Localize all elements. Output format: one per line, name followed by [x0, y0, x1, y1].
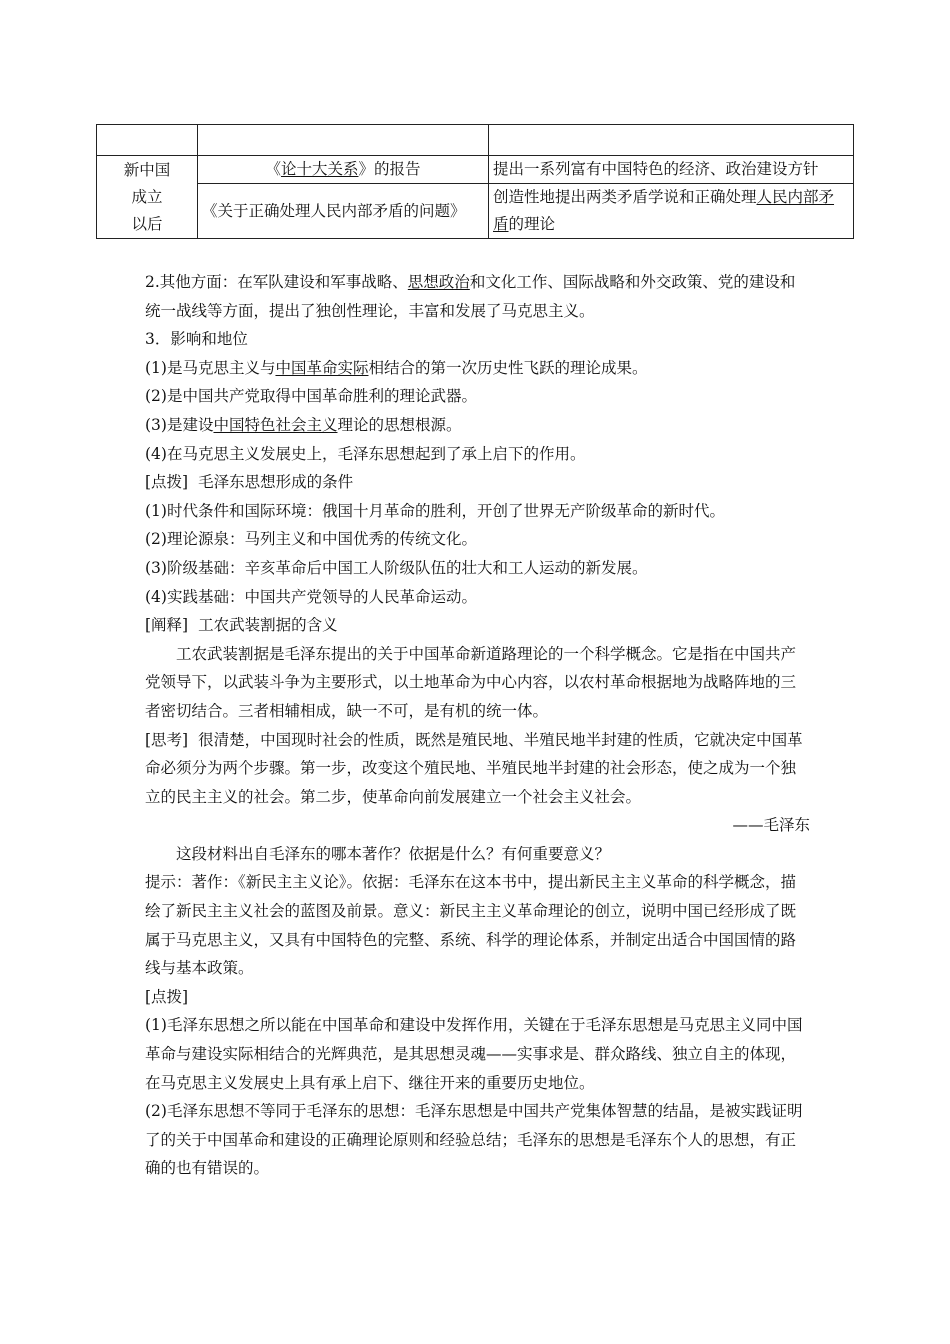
- question-text: 这段材料出自毛泽东的哪本著作？依据是什么？有何重要意义？: [176, 844, 611, 863]
- mao-works-table: [96, 124, 854, 239]
- chanshi-heading: [145, 611, 810, 640]
- period-line: 成立: [131, 187, 163, 206]
- list-item: (2)是中国共产党取得中国革命胜利的理论武器。: [145, 387, 477, 406]
- period-line: 以后: [131, 214, 163, 233]
- quote-text: 很清楚，中国现时社会的性质，既然是殖民地、半殖民地半封建的性质，它就决定中国革命必须分为两个步骤。第一步，改变这个殖民地、半殖民地半封建的社会形态，使之成为一个独立的民主主义的社会。第二步，使革命向前发展建立一个社会主义社会。: [145, 730, 803, 806]
- list-item: (4)在马克思主义发展史上，毛泽东思想起到了承上启下的作用。: [145, 444, 586, 463]
- table-cell-empty: [489, 125, 854, 156]
- list-item: (1)是马克思主义与中国革命实际相结合的第一次历史性飞跃的理论成果。: [145, 358, 648, 377]
- list-item: (3)是建设中国特色社会主义理论的思想根源。: [145, 415, 462, 434]
- work-title-cell: 《论十大关系》的报告: [198, 156, 489, 184]
- chanshi-paragraph: 工农武装割据是毛泽东提出的关于中国革命新道路理论的一个科学概念。它是指在中国共产党领导下，以武装斗争为主要形式，以土地革命为中心内容，以农村革命根据地为战略阵地的三者密切结合。三者相辅相成，缺一不可，是有机的统一体。: [145, 644, 797, 720]
- underlined-term: 论十大关系: [280, 160, 359, 178]
- body-text: [145, 268, 810, 1183]
- table-row: [97, 156, 854, 184]
- section-title: 毛泽东思想形成的条件: [198, 473, 354, 492]
- section-label: [点拨]: [145, 473, 189, 492]
- underlined-term: 思想政治: [407, 273, 470, 291]
- table-cell-empty: [97, 125, 198, 156]
- list-item: (4)实践基础：中国共产党领导的人民革命运动。: [145, 587, 477, 606]
- section-3-heading: 3．影响和地位: [145, 330, 248, 349]
- section-2-paragraph: 2.其他方面：在军队建设和军事战略、思想政治和文化工作、国际战略和外交政策、党的建设和统一战线等方面，提出了独创性理论，丰富和发展了马克思主义。: [145, 273, 796, 320]
- underlined-term: 中国革命实际: [275, 358, 369, 377]
- sikao-paragraph: [145, 726, 810, 812]
- list-item: (1)毛泽东思想之所以能在中国革命和建设中发挥作用，关键在于毛泽东思想是马克思主义同中国革命与建设实际相结合的光辉典范，是其思想灵魂——实事求是、群众路线、独立自主的体现，在马克思主义发展史上具有承上启下、继往开来的重要历史地位。: [145, 1016, 803, 1092]
- period-line: 新中国: [123, 160, 171, 179]
- dianbo-heading: [点拨]: [145, 987, 189, 1006]
- quote-attribution: ——毛泽东: [732, 816, 810, 835]
- table-row-empty: [97, 125, 854, 156]
- work-description-cell: 提出一系列富有中国特色的经济、政治建设方针: [489, 156, 854, 184]
- work-title-cell: 《关于正确处理人民内部矛盾的问题》: [198, 184, 489, 239]
- dianbo-heading: [145, 468, 810, 497]
- list-item: (3)阶级基础：辛亥革命后中国工人阶级队伍的壮大和工人运动的新发展。: [145, 558, 648, 577]
- hint-paragraph: 提示：著作：《新民主主义论》。依据：毛泽东在这本书中，提出新民主主义革命的科学概念，描绘了新民主主义社会的蓝图及前景。意义：新民主主义革命理论的创立，说明中国已经形成了既属于马克思主义，又具有中国特色的完整、系统、科学的理论体系，并制定出适合中国国情的路线与基本政策。: [145, 873, 797, 978]
- table-cell-empty: [198, 125, 489, 156]
- work-description-cell: 创造性地提出两类矛盾学说和正确处理人民内部矛盾的理论: [489, 184, 854, 239]
- list-item: (1)时代条件和国际环境：俄国十月革命的胜利，开创了世界无产阶级革命的新时代。: [145, 501, 725, 520]
- section-title: 工农武装割据的含义: [198, 616, 338, 635]
- period-cell: [97, 156, 198, 239]
- section-label: [思考]: [145, 730, 189, 749]
- list-item: (2)理论源泉：马列主义和中国优秀的传统文化。: [145, 530, 477, 549]
- underlined-term: 人民内部矛盾: [493, 188, 835, 233]
- underlined-term: 中国特色社会主义: [213, 415, 338, 434]
- list-item: (2)毛泽东思想不等同于毛泽东的思想：毛泽东思想是中国共产党集体智慧的结晶，是被实践证明了的关于中国革命和建设的正确理论原则和经验总结；毛泽东的思想是毛泽东个人的思想，有正确的也有错误的。: [145, 1102, 803, 1178]
- section-label: [阐释]: [145, 616, 189, 635]
- table-row: [97, 184, 854, 239]
